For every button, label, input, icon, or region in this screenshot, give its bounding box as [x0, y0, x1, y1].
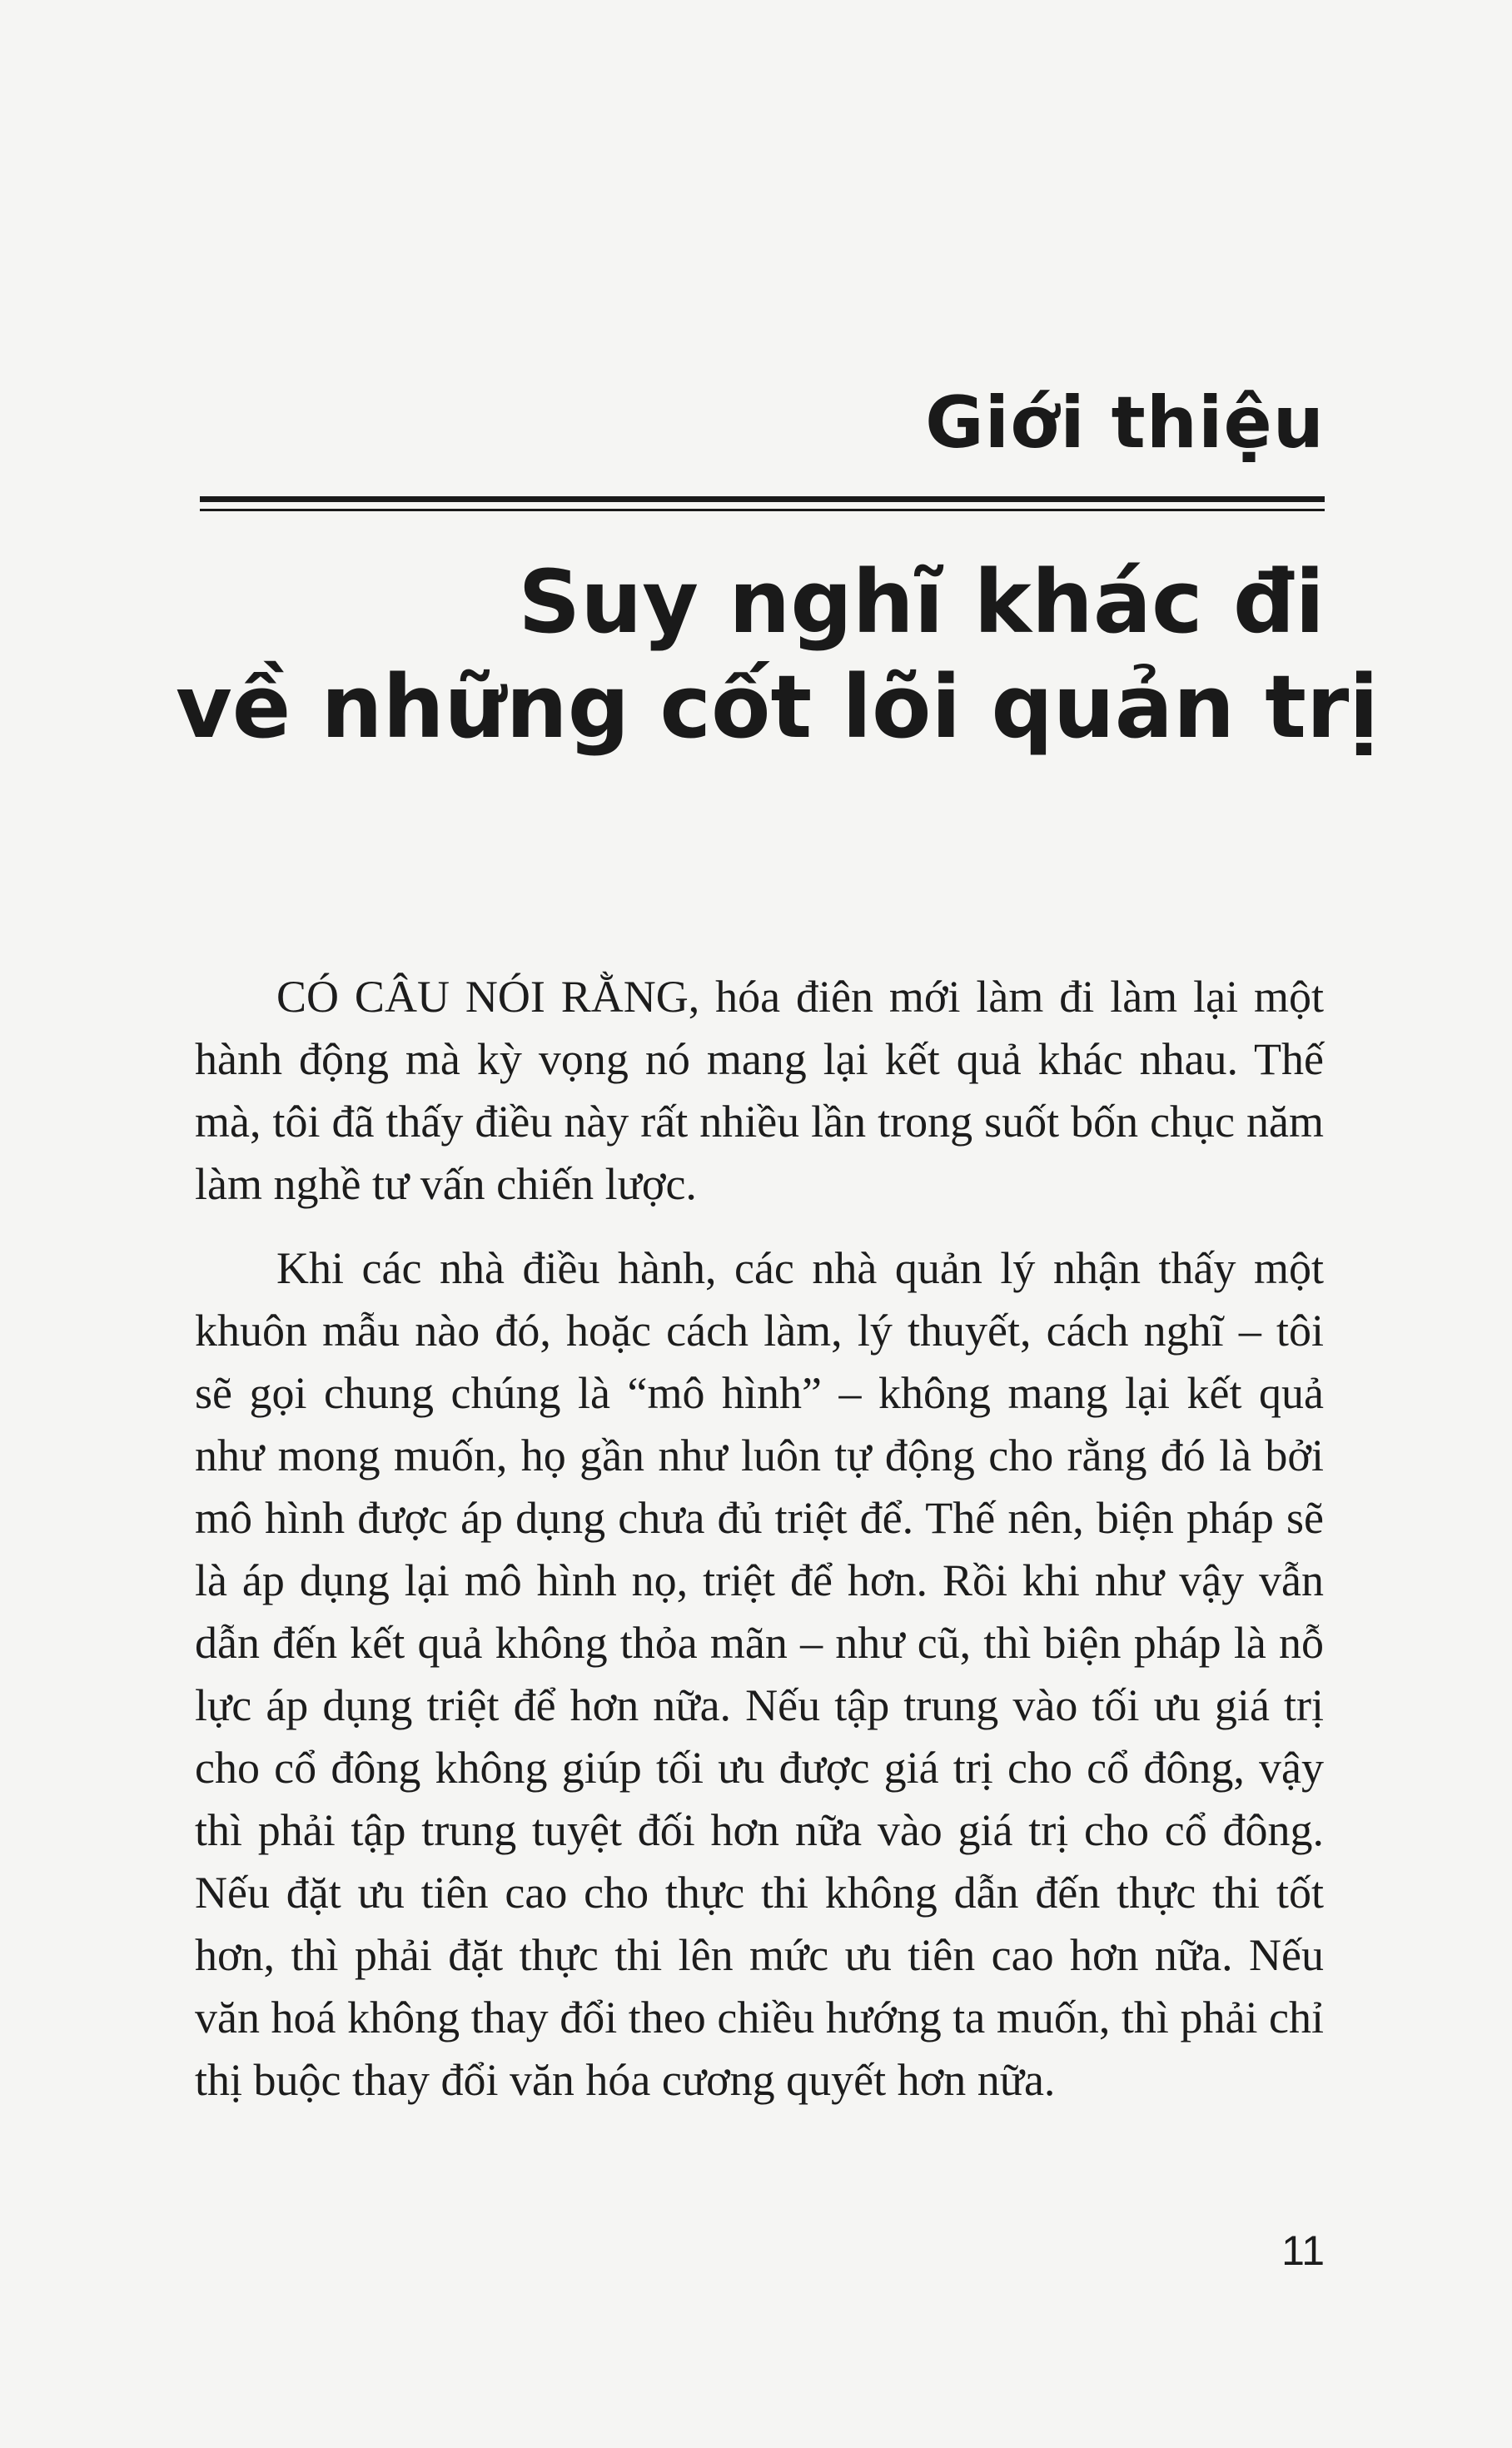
page-number: 11	[1281, 2227, 1325, 2274]
chapter-title-line-1: Suy nghĩ khác đi	[518, 551, 1325, 653]
chapter-label: Giới thiệu	[925, 381, 1325, 465]
chapter-title-line-2: về những cốt lõi quản trị	[176, 656, 1379, 758]
paragraph-1: CÓ CÂU NÓI RẰNG, hóa điên mới làm đi làm lại một hành động mà kỳ vọng nó mang lại kết quả khác nhau. Thế mà, tôi đã thấy điều này rất nhiều lần trong suốt bốn chục năm làm nghề tư vấn chiến lược.	[195, 972, 1324, 1209]
chapter-rule-thin	[200, 509, 1325, 511]
chapter-title	[176, 550, 1379, 759]
body-text	[195, 966, 1324, 2112]
paragraph-2: Khi các nhà điều hành, các nhà quản lý nhận thấy một khuôn mẫu nào đó, hoặc cách làm, lý thuyết, cách nghĩ – tôi sẽ gọi chung chúng là “mô hình” – không mang lại kết quả như mong muốn, họ gần như luôn tự động cho rằng đó là bởi mô hình được áp dụng chưa đủ triệt để. Thế nên, biện pháp sẽ là áp dụng lại mô hình nọ, triệt để hơn. Rồi khi như vậy vẫn dẫn đến kết quả không thỏa mãn – như cũ, thì biện pháp là nỗ lực áp dụng triệt để hơn nữa. Nếu tập trung vào tối ưu giá trị cho cổ đông không giúp tối ưu được giá trị cho cổ đông, vậy thì phải tập trung tuyệt đối hơn nữa vào giá trị cho cổ đông. Nếu đặt ưu tiên cao cho thực thi không dẫn đến thực thi tốt hơn, thì phải đặt thực thi lên mức ưu tiên cao hơn nữa. Nếu văn hoá không thay đổi theo chiều hướng ta muốn, thì phải chỉ thị buộc thay đổi văn hóa cương quyết hơn nữa.	[195, 1243, 1324, 2105]
chapter-rule-thick	[200, 496, 1325, 502]
